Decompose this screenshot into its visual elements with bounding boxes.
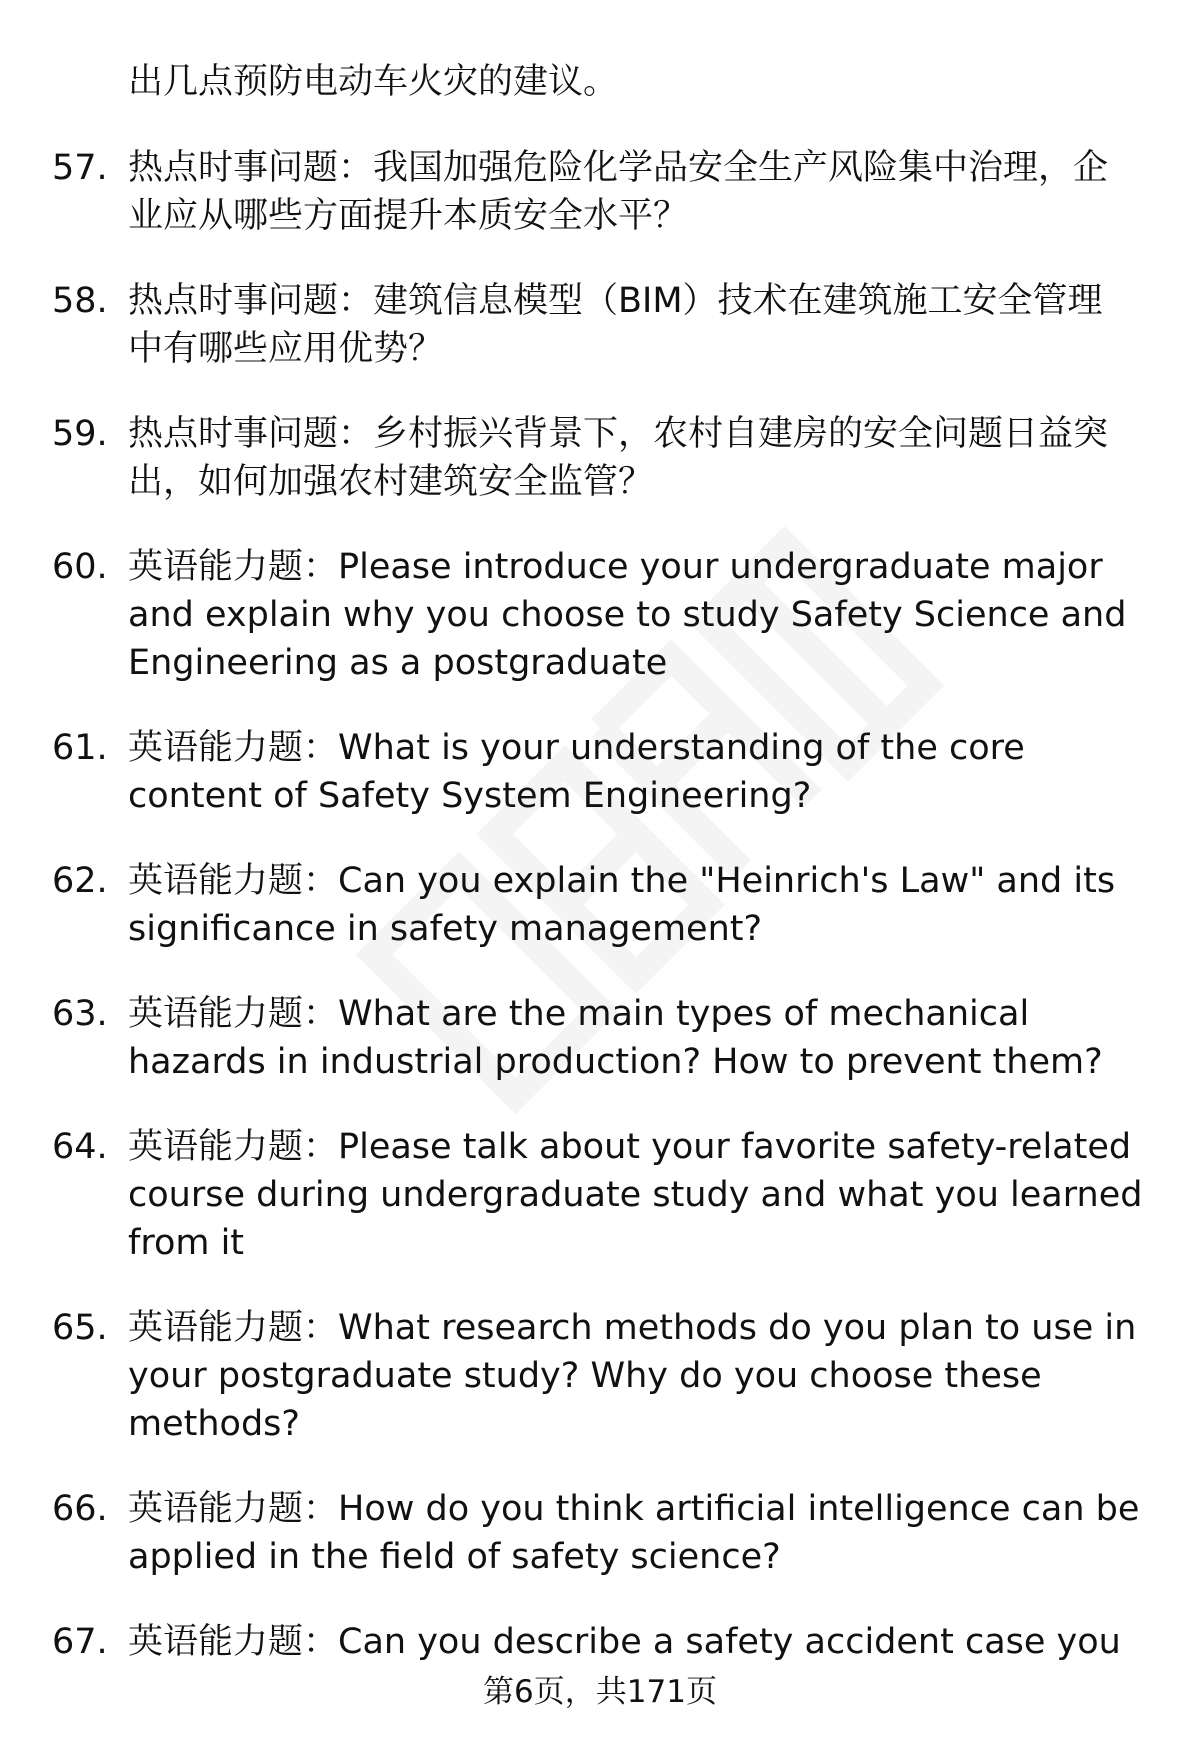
question-text bbox=[128, 277, 1152, 373]
question-number: 65. bbox=[52, 1308, 108, 1348]
question-text bbox=[128, 144, 1152, 240]
question-line: 英语能力题：What are the main types of mechanical bbox=[128, 994, 1030, 1034]
question-number: 63. bbox=[52, 994, 108, 1034]
question-line: 英语能力题：Please talk about your favorite safety-related bbox=[128, 1127, 1132, 1167]
list-item bbox=[52, 724, 1152, 820]
question-line: 英语能力题：Can you explain the "Heinrich's Law" and its bbox=[128, 861, 1116, 901]
question-text bbox=[128, 1304, 1152, 1448]
question-text bbox=[128, 857, 1152, 953]
question-number: 59. bbox=[52, 414, 108, 454]
question-line: 英语能力题：Please introduce your undergraduate major bbox=[128, 547, 1103, 587]
question-line: your postgraduate study? Why do you choose these bbox=[128, 1356, 1042, 1396]
list-item bbox=[52, 1618, 1152, 1666]
list-item bbox=[52, 1304, 1152, 1448]
question-number: 57. bbox=[52, 148, 108, 188]
question-line: and explain why you choose to study Safety Science and bbox=[128, 595, 1127, 635]
list-item bbox=[52, 277, 1152, 373]
question-line: 英语能力题：What research methods do you plan to use in bbox=[128, 1308, 1137, 1348]
question-text bbox=[128, 543, 1152, 687]
question-text bbox=[128, 724, 1152, 820]
question-line: applied in the field of safety science? bbox=[128, 1537, 781, 1577]
question-number: 60. bbox=[52, 547, 108, 587]
question-number: 66. bbox=[52, 1489, 108, 1529]
question-line: content of Safety System Engineering? bbox=[128, 776, 812, 816]
question-text bbox=[128, 1123, 1152, 1267]
question-number: 61. bbox=[52, 728, 108, 768]
question-line: hazards in industrial production? How to prevent them? bbox=[128, 1042, 1103, 1082]
question-line: Engineering as a postgraduate bbox=[128, 643, 668, 683]
question-line: 英语能力题：What is your understanding of the core bbox=[128, 728, 1025, 768]
question-number: 67. bbox=[52, 1622, 108, 1662]
question-line: 热点时事问题：乡村振兴背景下，农村自建房的安全问题日益突 bbox=[128, 414, 1109, 454]
question-line: 英语能力题：How do you think artificial intelligence can be bbox=[128, 1489, 1140, 1529]
list-item bbox=[52, 543, 1152, 687]
question-number: 58. bbox=[52, 281, 108, 321]
list-item bbox=[52, 1123, 1152, 1267]
question-line: significance in safety management? bbox=[128, 909, 763, 949]
question-number: 62. bbox=[52, 861, 108, 901]
question-line: course during undergraduate study and what you learned bbox=[128, 1175, 1143, 1215]
question-line: 热点时事问题：我国加强危险化学品安全生产风险集中治理，企 bbox=[128, 148, 1109, 188]
list-item bbox=[52, 144, 1152, 240]
question-line: 业应从哪些方面提升本质安全水平？ bbox=[128, 196, 689, 236]
question-text bbox=[128, 1485, 1152, 1581]
list-item bbox=[52, 857, 1152, 953]
page-number-footer: 第6页，共171页 bbox=[483, 1674, 717, 1710]
question-line: 中有哪些应用优势？ bbox=[128, 329, 444, 369]
question-text bbox=[128, 410, 1152, 506]
continued-question-text: 出几点预防电动车火灾的建议。 bbox=[128, 62, 619, 102]
list-item bbox=[52, 1485, 1152, 1581]
list-item bbox=[52, 410, 1152, 506]
question-text bbox=[128, 1618, 1152, 1666]
question-line: from it bbox=[128, 1223, 245, 1263]
question-number: 64. bbox=[52, 1127, 108, 1167]
question-list bbox=[52, 58, 1152, 1703]
question-line: methods? bbox=[128, 1404, 300, 1444]
question-line: 出，如何加强农村建筑安全监管？ bbox=[128, 462, 654, 502]
question-line: 热点时事问题：建筑信息模型（BIM）技术在建筑施工安全管理 bbox=[128, 281, 1103, 321]
question-text bbox=[128, 990, 1152, 1086]
list-item bbox=[52, 990, 1152, 1086]
question-line: 英语能力题：Can you describe a safety accident case you bbox=[128, 1622, 1121, 1662]
